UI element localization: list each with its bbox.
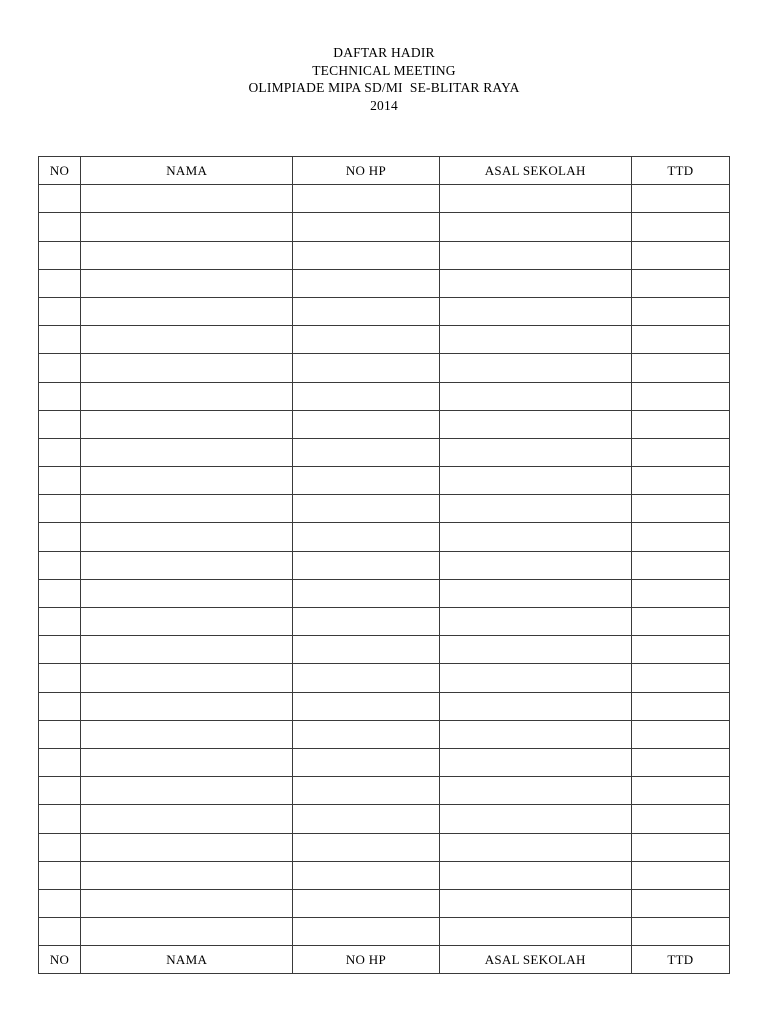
cell-no-hp — [293, 805, 439, 833]
cell-asal-sekolah — [439, 861, 631, 889]
column-header-nama: NAMA — [81, 157, 293, 185]
table-row — [39, 297, 730, 325]
column-footer-no: NO — [39, 946, 81, 974]
cell-asal-sekolah — [439, 748, 631, 776]
table-row — [39, 185, 730, 213]
cell-ttd — [631, 805, 729, 833]
cell-nama — [81, 608, 293, 636]
cell-nama — [81, 551, 293, 579]
cell-no-hp — [293, 748, 439, 776]
cell-no-hp — [293, 833, 439, 861]
column-footer-ttd: TTD — [631, 946, 729, 974]
cell-asal-sekolah — [439, 269, 631, 297]
cell-no-hp — [293, 297, 439, 325]
cell-no — [39, 551, 81, 579]
cell-ttd — [631, 551, 729, 579]
column-header-asal-sekolah: ASAL SEKOLAH — [439, 157, 631, 185]
table-row — [39, 354, 730, 382]
cell-no-hp — [293, 354, 439, 382]
cell-nama — [81, 185, 293, 213]
cell-no — [39, 608, 81, 636]
cell-no-hp — [293, 551, 439, 579]
cell-ttd — [631, 692, 729, 720]
cell-asal-sekolah — [439, 918, 631, 946]
table-row — [39, 833, 730, 861]
cell-asal-sekolah — [439, 523, 631, 551]
table-row — [39, 241, 730, 269]
cell-nama — [81, 692, 293, 720]
cell-no — [39, 495, 81, 523]
cell-no — [39, 241, 81, 269]
table-row — [39, 326, 730, 354]
cell-no — [39, 354, 81, 382]
cell-no — [39, 467, 81, 495]
table-body — [39, 185, 730, 946]
cell-no — [39, 269, 81, 297]
attendance-table — [38, 156, 730, 974]
cell-no — [39, 777, 81, 805]
cell-nama — [81, 213, 293, 241]
table-row — [39, 438, 730, 466]
cell-ttd — [631, 523, 729, 551]
cell-nama — [81, 861, 293, 889]
cell-nama — [81, 382, 293, 410]
cell-no — [39, 861, 81, 889]
cell-no-hp — [293, 495, 439, 523]
cell-no-hp — [293, 861, 439, 889]
table-row — [39, 664, 730, 692]
cell-ttd — [631, 185, 729, 213]
event-year: 2014 — [370, 97, 398, 113]
cell-nama — [81, 269, 293, 297]
cell-ttd — [631, 889, 729, 917]
cell-asal-sekolah — [439, 495, 631, 523]
cell-nama — [81, 241, 293, 269]
cell-no — [39, 523, 81, 551]
cell-ttd — [631, 636, 729, 664]
table-row — [39, 720, 730, 748]
cell-ttd — [631, 326, 729, 354]
cell-ttd — [631, 748, 729, 776]
cell-no — [39, 636, 81, 664]
cell-ttd — [631, 269, 729, 297]
cell-asal-sekolah — [439, 777, 631, 805]
cell-no — [39, 748, 81, 776]
cell-no — [39, 664, 81, 692]
cell-no-hp — [293, 382, 439, 410]
cell-nama — [81, 410, 293, 438]
cell-ttd — [631, 438, 729, 466]
cell-nama — [81, 579, 293, 607]
cell-ttd — [631, 241, 729, 269]
table-header-row — [39, 157, 730, 185]
table-row — [39, 777, 730, 805]
cell-ttd — [631, 833, 729, 861]
cell-no-hp — [293, 918, 439, 946]
cell-asal-sekolah — [439, 438, 631, 466]
cell-ttd — [631, 354, 729, 382]
cell-no-hp — [293, 213, 439, 241]
column-header-no: NO — [39, 157, 81, 185]
document-header — [0, 44, 768, 114]
table-row — [39, 918, 730, 946]
cell-no-hp — [293, 636, 439, 664]
cell-asal-sekolah — [439, 354, 631, 382]
cell-no-hp — [293, 579, 439, 607]
cell-ttd — [631, 467, 729, 495]
cell-no — [39, 833, 81, 861]
cell-no-hp — [293, 777, 439, 805]
cell-nama — [81, 636, 293, 664]
cell-nama — [81, 438, 293, 466]
cell-no-hp — [293, 241, 439, 269]
table-row — [39, 382, 730, 410]
cell-asal-sekolah — [439, 185, 631, 213]
cell-asal-sekolah — [439, 720, 631, 748]
cell-ttd — [631, 861, 729, 889]
column-footer-nama: NAMA — [81, 946, 293, 974]
cell-no-hp — [293, 185, 439, 213]
table-row — [39, 805, 730, 833]
cell-asal-sekolah — [439, 241, 631, 269]
cell-no — [39, 382, 81, 410]
table-row — [39, 495, 730, 523]
cell-nama — [81, 918, 293, 946]
cell-ttd — [631, 720, 729, 748]
cell-asal-sekolah — [439, 636, 631, 664]
column-footer-no-hp: NO HP — [293, 946, 439, 974]
column-header-no-hp: NO HP — [293, 157, 439, 185]
cell-no — [39, 185, 81, 213]
cell-no — [39, 889, 81, 917]
cell-asal-sekolah — [439, 467, 631, 495]
cell-no — [39, 438, 81, 466]
cell-no-hp — [293, 269, 439, 297]
cell-asal-sekolah — [439, 889, 631, 917]
cell-nama — [81, 833, 293, 861]
cell-nama — [81, 805, 293, 833]
cell-nama — [81, 889, 293, 917]
cell-no — [39, 326, 81, 354]
table-row — [39, 269, 730, 297]
cell-ttd — [631, 608, 729, 636]
cell-asal-sekolah — [439, 664, 631, 692]
cell-ttd — [631, 664, 729, 692]
table-row — [39, 692, 730, 720]
cell-no-hp — [293, 523, 439, 551]
cell-no-hp — [293, 467, 439, 495]
cell-no-hp — [293, 410, 439, 438]
event-name: OLIMPIADE MIPA SD/MI SE-BLITAR RAYA — [248, 80, 520, 95]
table-row — [39, 636, 730, 664]
cell-nama — [81, 777, 293, 805]
cell-no — [39, 297, 81, 325]
cell-ttd — [631, 382, 729, 410]
cell-no-hp — [293, 692, 439, 720]
table-row — [39, 579, 730, 607]
cell-asal-sekolah — [439, 326, 631, 354]
table-row — [39, 213, 730, 241]
cell-asal-sekolah — [439, 833, 631, 861]
cell-no-hp — [293, 720, 439, 748]
cell-ttd — [631, 918, 729, 946]
cell-nama — [81, 495, 293, 523]
column-footer-asal-sekolah: ASAL SEKOLAH — [439, 946, 631, 974]
cell-asal-sekolah — [439, 551, 631, 579]
cell-ttd — [631, 410, 729, 438]
cell-no — [39, 692, 81, 720]
cell-nama — [81, 467, 293, 495]
table-row — [39, 861, 730, 889]
cell-no-hp — [293, 664, 439, 692]
cell-nama — [81, 523, 293, 551]
document-title: DAFTAR HADIR — [333, 45, 435, 60]
cell-no — [39, 805, 81, 833]
cell-no-hp — [293, 326, 439, 354]
cell-no-hp — [293, 889, 439, 917]
cell-nama — [81, 664, 293, 692]
cell-asal-sekolah — [439, 382, 631, 410]
cell-asal-sekolah — [439, 213, 631, 241]
table-footer-row — [39, 946, 730, 974]
cell-no — [39, 720, 81, 748]
cell-nama — [81, 354, 293, 382]
cell-nama — [81, 748, 293, 776]
table-row — [39, 889, 730, 917]
cell-no-hp — [293, 438, 439, 466]
table-row — [39, 523, 730, 551]
cell-asal-sekolah — [439, 805, 631, 833]
cell-no — [39, 213, 81, 241]
cell-asal-sekolah — [439, 608, 631, 636]
cell-ttd — [631, 297, 729, 325]
table-row — [39, 551, 730, 579]
cell-asal-sekolah — [439, 692, 631, 720]
cell-nama — [81, 720, 293, 748]
cell-no — [39, 410, 81, 438]
cell-ttd — [631, 495, 729, 523]
document-subtitle: TECHNICAL MEETING — [312, 62, 456, 78]
cell-asal-sekolah — [439, 579, 631, 607]
cell-nama — [81, 326, 293, 354]
table-row — [39, 748, 730, 776]
table-row — [39, 410, 730, 438]
table-row — [39, 467, 730, 495]
table-row — [39, 608, 730, 636]
column-header-ttd: TTD — [631, 157, 729, 185]
cell-asal-sekolah — [439, 410, 631, 438]
cell-ttd — [631, 579, 729, 607]
cell-no-hp — [293, 608, 439, 636]
cell-no — [39, 579, 81, 607]
cell-ttd — [631, 777, 729, 805]
cell-ttd — [631, 213, 729, 241]
cell-nama — [81, 297, 293, 325]
cell-no — [39, 918, 81, 946]
cell-asal-sekolah — [439, 297, 631, 325]
